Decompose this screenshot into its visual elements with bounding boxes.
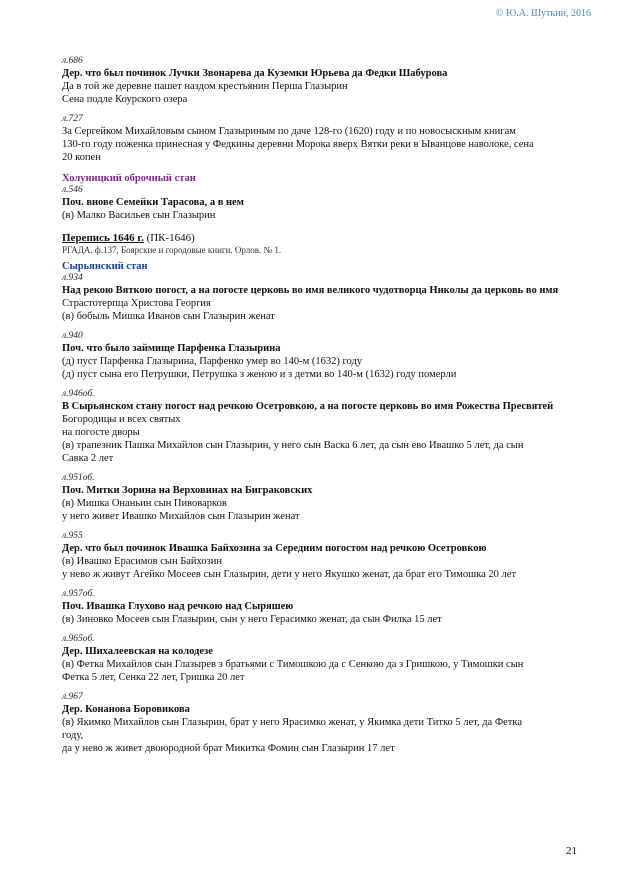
- census-source: РГАДА. ф.137, Боярские и городовые книги. Орлов. № 1.: [62, 245, 282, 255]
- entry-line: (в) Малко Васильев сын Глазырин: [62, 210, 216, 221]
- entry: [62, 114, 587, 164]
- folio-reference: л.934: [62, 273, 83, 283]
- entry-line: Фетка 5 лет, Сенка 22 лет, Гришка 20 лет: [62, 672, 245, 683]
- entry-line: (в) Мишка Онаньин сын Пивоварков: [62, 498, 227, 509]
- folio-reference: л.955: [62, 531, 83, 541]
- entry-line: (в) Зиновко Мосеев сын Глазырин, сын у него Герасимко женат, да сын Филка 15 лет: [62, 614, 442, 625]
- folio-reference: л.946об.: [62, 389, 95, 399]
- entry-heading: Поч. внове Семейки Тарасова, а в нем: [62, 197, 244, 208]
- entry-heading: В Сырьянском стану погост над речкою Осетровкою, а на погосте церковь во имя Рожества Пресвятей: [62, 401, 554, 412]
- entry-line: да у нево ж живет двоюродной брат Микитка Фомин сын Глазырин 17 лет: [62, 743, 395, 754]
- folio-reference: л.951об.: [62, 473, 95, 483]
- entry-heading: Дер. что был починок Ивашка Байхозина за Середним погостом над речкою Осетровкою: [62, 543, 487, 554]
- section-heading-holunitsky: Холуницкий оброчный стан: [62, 173, 196, 184]
- entry-line: Страстотерпца Христова Георгия: [62, 298, 211, 309]
- entry: [62, 56, 587, 106]
- entry-line: у нево ж живут Агейко Мосеев сын Глазырин, дети у него Якушко женат, да брат его Тимошка 20 лет: [62, 569, 517, 580]
- entry-heading: Поч. Митки Зорина на Верховинах на Биграковских: [62, 485, 313, 496]
- entry-heading: Над рекою Вяткою погост, а на погосте церковь во имя великого чудотворца Николы да церковь во имя: [62, 285, 559, 296]
- entry: [62, 273, 587, 323]
- entry-heading: Поч. что было займище Парфенка Глазырина: [62, 343, 281, 354]
- entry-line: Савка 2 лет: [62, 453, 114, 464]
- entry: [62, 692, 587, 755]
- entry-heading: Дер. Конанова Боровикова: [62, 704, 190, 715]
- folio-reference: л.957об.: [62, 589, 95, 599]
- folio-reference: л.940: [62, 331, 83, 341]
- section-heading-syryansky: Сырьянский стан: [62, 261, 148, 272]
- entry-line: на погосте дворы: [62, 427, 140, 438]
- folio-reference: л.967: [62, 692, 83, 702]
- entry-line: (д) пуст Парфенка Глазырина, Парфенко умер во 140-м (1632) году: [62, 356, 363, 367]
- census-heading: [62, 232, 587, 245]
- census-code: (ПК-1646): [146, 232, 195, 244]
- entry-line: году,: [62, 730, 84, 741]
- document-body: [62, 56, 587, 763]
- entry: [62, 473, 587, 523]
- entry-line: (в) бобыль Мишка Иванов сын Глазырин женат: [62, 311, 275, 322]
- entry-line: За Сергейком Михайловым сыном Глазыриным по даче 128-го (1620) году и по новосыскным книгам: [62, 126, 516, 137]
- copyright-notice: © Ю.А. Шуткин, 2016: [495, 8, 591, 19]
- entries-block-2: [62, 185, 587, 222]
- entry-line: Сена подле Коурского озера: [62, 94, 188, 105]
- entry: [62, 185, 587, 222]
- entry-line: у него живет Ивашко Михайлов сын Глазырин женат: [62, 511, 300, 522]
- entry: [62, 389, 587, 465]
- entry: [62, 531, 587, 581]
- entry-line: 20 копен: [62, 152, 101, 163]
- census-title: Перепись 1646 г.: [62, 232, 144, 244]
- page-number: 21: [566, 845, 577, 857]
- entry-line: 130-го году поженка принесная у Федкины деревни Морока вверх Вятки реки в Ыванцове наволоке, сена: [62, 139, 534, 150]
- entry: [62, 589, 587, 626]
- entry-line: Богородицы и всех святых: [62, 414, 181, 425]
- entry-heading: Поч. Ивашка Глухово над речкою над Сыряшею: [62, 601, 294, 612]
- entry-line: (в) трапезник Пашка Михайлов сын Глазырин, у него сын Васка 6 лет, да сын ево Ивашко 5 лет, да сын: [62, 440, 524, 451]
- entry-heading: Дер. что был починок Лучки Звонарева да Куземки Юрьева да Федки Шабурова: [62, 68, 448, 79]
- entries-block-3: [62, 273, 587, 755]
- folio-reference: л.686: [62, 56, 83, 66]
- folio-reference: л.546: [62, 185, 83, 195]
- entry-line: (в) Фетка Михайлов сын Глазырев з братьями с Тимошкою да с Сенкою да з Гришкою, у Тимошки сын: [62, 659, 524, 670]
- entry-line: Да в той же деревне пашет наздом крестьянин Перша Глазырин: [62, 81, 348, 92]
- folio-reference: л.727: [62, 114, 83, 124]
- entry-line: (в) Ивашко Ерасимов сын Байхозин: [62, 556, 223, 567]
- entries-block-1: [62, 56, 587, 164]
- folio-reference: л.965об.: [62, 634, 95, 644]
- entry: [62, 331, 587, 381]
- entry: [62, 634, 587, 684]
- entry-heading: Дер. Шихалеевская на колодезе: [62, 646, 213, 657]
- entry-line: (в) Якимко Михайлов сын Глазырин, брат у него Ярасимко женат, у Якимка дети Титко 5 лет, да Фетка: [62, 717, 522, 728]
- entry-line: (д) пуст сына его Петрушки, Петрушка з женою и з детми во 140-м (1632) году померли: [62, 369, 457, 380]
